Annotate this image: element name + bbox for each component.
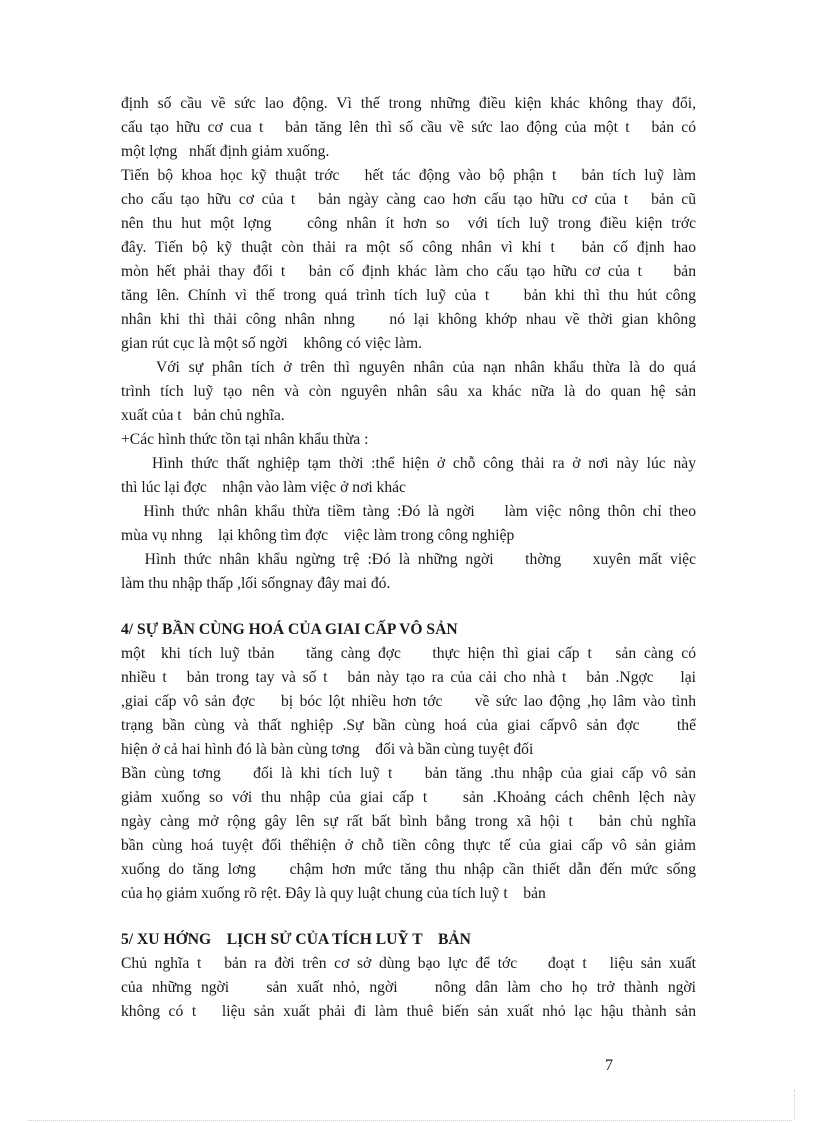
- page-corner-divider: [794, 1090, 795, 1120]
- body-text-section-1: [121, 92, 696, 596]
- text-line: mòn hết phải thay đổi t bản cố định khác làm cho cấu tạo hữu cơ của t bản: [121, 263, 696, 280]
- text-line: Chủ nghĩa t bản ra đời trên cơ sở dùng bạo lực để tớc đoạt t liệu sản xuất: [121, 955, 696, 972]
- text-line: ,giai cấp vô sản đợc bị bóc lột nhiều hơn tớc về sức lao động ,họ lâm vào tình: [121, 693, 696, 710]
- text-line: Hình thức thất nghiệp tạm thời :thể hiện ở chỗ công thải ra ở nơi này lúc này: [121, 455, 696, 472]
- text-line: gian rút cục là một số ngời không có việc làm.: [121, 335, 422, 352]
- text-line: Tiến bộ khoa học kỹ thuật trớc hết tác động vào bộ phận t bản tích luỹ làm: [121, 167, 696, 184]
- text-line: xuống do tăng lơng chậm hơn mức tăng thu nhập cần thiết dẫn đến mức sống: [121, 861, 696, 878]
- page-content: [121, 92, 696, 1024]
- spacer: [121, 596, 696, 618]
- body-text-section-5: [121, 952, 696, 1024]
- text-line: định số cầu về sức lao động. Vì thế trong những điều kiện khác không thay đổi,: [121, 95, 696, 112]
- page-bottom-divider: [28, 1120, 792, 1121]
- text-line: làm thu nhập thấp ,lối sốngnay đây mai đó.: [121, 575, 391, 592]
- text-line: một lợng nhất định giảm xuống.: [121, 143, 330, 160]
- text-line: trình tích luỹ tạo nên và còn nguyên nhân sâu xa khác nữa là do quan hệ sản: [121, 383, 696, 400]
- text-line: Bần cùng tơng đối là khi tích luỹ t bản tăng .thu nhập của giai cấp vô sản: [121, 765, 696, 782]
- text-line: thì lúc lại đợc nhận vào làm việc ở nơi khác: [121, 479, 406, 496]
- text-line: xuất của t bản chủ nghĩa.: [121, 407, 285, 424]
- text-line: nhiều t bản trong tay và số t bản này tạo ra của cải cho nhà t bản .Ngợc lại: [121, 669, 696, 686]
- text-line: của họ giảm xuống rõ rệt. Đây là quy luật chung của tích luỹ t bản: [121, 885, 546, 902]
- text-line: giảm xuống so với thu nhập của giai cấp t sản .Khoảng cách chênh lệch này: [121, 789, 696, 806]
- text-line: cấu tạo hữu cơ cua t bản tăng lên thì số cầu về sức lao động của một t bản có: [121, 119, 696, 136]
- text-line: Với sự phân tích ở trên thì nguyên nhân của nạn nhân khẩu thừa là do quá: [121, 359, 696, 376]
- text-line: mùa vụ nhng lại không tìm đợc việc làm trong công nghiệp: [121, 527, 515, 544]
- text-line: không có t liệu sản xuất phải đi làm thuê biến sản xuất nhỏ lạc hậu thành sản: [121, 1003, 696, 1020]
- text-line: hiện ở cả hai hình đó là bàn cùng tơng đối và bần cùng tuyệt đối: [121, 741, 534, 758]
- spacer: [121, 906, 696, 928]
- text-line: cho cấu tạo hữu cơ của t bản ngày càng cao hơn cấu tạo hữu cơ của t bản cũ: [121, 191, 696, 208]
- text-line: nên thu hut một lợng công nhân ít hơn so với tích luỹ trong điều kiện trớc: [121, 215, 696, 232]
- text-line: một khi tích luỹ tbản tăng càng đợc thực hiện thì giai cấp t sản càng có: [121, 645, 696, 662]
- text-line: ngày càng mở rộng gây lên sự rất bất bình bẳng trong xã hội t bản chủ nghĩa: [121, 813, 696, 830]
- text-line: Hình thức nhân khẩu ngừng trệ :Đó là những ngời thờng xuyên mất việc: [121, 551, 696, 568]
- body-text-section-4: [121, 642, 696, 906]
- text-line: đây. Tiến bộ kỹ thuật còn thải ra một số công nhân vì khi t bản cố định hao: [121, 239, 696, 256]
- section-heading-4: 4/ SỰ BẦN CÙNG HOÁ CỦA GIAI CẤP VÔ SẢN: [121, 621, 458, 638]
- text-line: tăng lên. Chính vì thế trong quá trình tích luỹ của t bản khi thì thu hút công: [121, 287, 696, 304]
- page-number: 7: [605, 1057, 613, 1074]
- section-heading-5: 5/ XU HỚNG LỊCH SỬ CỦA TÍCH LUỸ T BẢN: [121, 931, 471, 948]
- text-line: trạng bần cùng và thất nghiệp .Sự bần cùng hoá của giai cấpvô sản đợc thể: [121, 717, 696, 734]
- text-line: của những ngời sản xuất nhỏ, ngời nông dân làm cho họ trở thành ngời: [121, 979, 696, 996]
- text-line: +Các hình thức tồn tại nhân khẩu thừa :: [121, 431, 369, 448]
- text-line: Hình thức nhân khẩu thừa tiềm tàng :Đó là ngời làm việc nông thôn chỉ theo: [121, 503, 696, 520]
- text-line: nhân khi thì thải công nhân nhng nó lại không khớp nhau về thời gian không: [121, 311, 696, 328]
- text-line: bần cùng hoá tuyệt đối thểhiện ở chỗ tiền công thực tế của giai cấp vô sản giảm: [121, 837, 696, 854]
